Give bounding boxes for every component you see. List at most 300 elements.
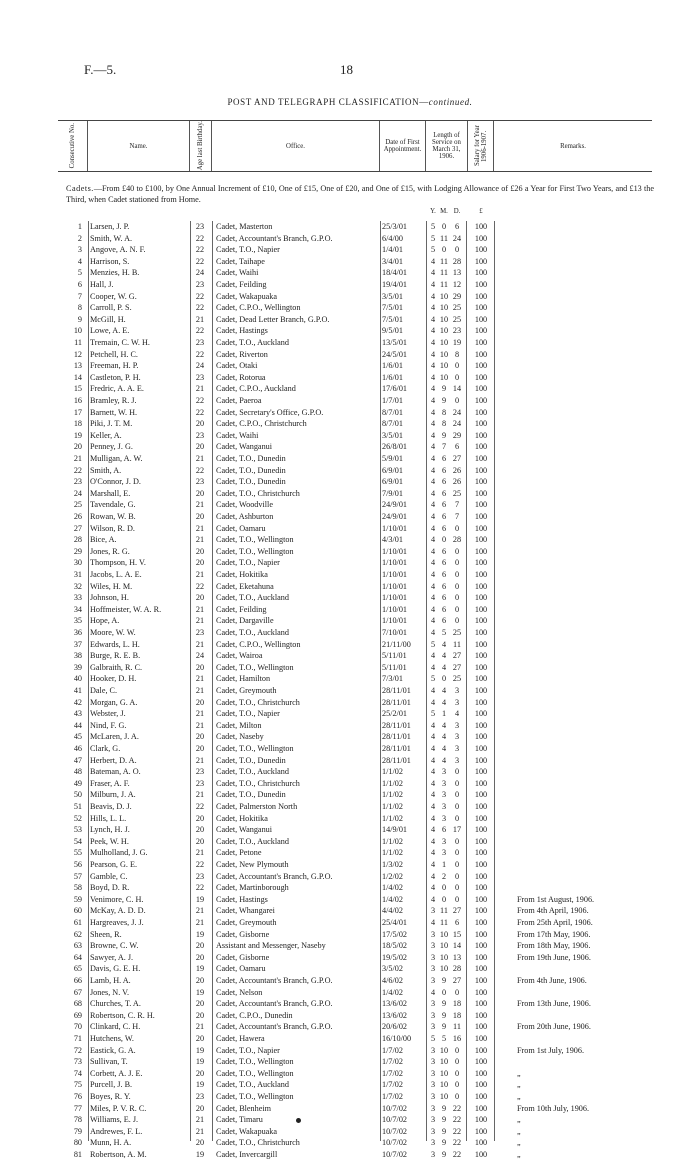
row-office: Cadet, Hamilton — [216, 674, 271, 684]
row-salary: 100 — [474, 419, 488, 429]
row-remarks: „ — [517, 1138, 521, 1148]
row-service-days: 0 — [454, 894, 460, 904]
table-row — [0, 407, 700, 419]
table-row — [0, 975, 700, 987]
unit-pounds: £ — [479, 208, 483, 215]
row-service-days: 3 — [454, 720, 460, 730]
row-salary: 100 — [474, 488, 488, 498]
row-service-years: 4 — [430, 488, 436, 498]
row-age: 22 — [195, 581, 205, 591]
row-service-days: 24 — [452, 233, 462, 243]
row-remarks: From 10th July, 1906. — [517, 1103, 590, 1113]
row-name: Nind, F. G. — [90, 720, 127, 730]
row-service-months: 10 — [439, 1045, 449, 1055]
row-number: 58 — [73, 883, 82, 893]
row-service-years: 3 — [430, 1138, 436, 1148]
col-age: Age last Birthday. — [190, 121, 212, 171]
table-row — [0, 325, 700, 337]
row-service-months: 4 — [441, 686, 447, 695]
row-name: Harrison, S. — [90, 256, 130, 266]
row-first-appointment: 6/9/01 — [382, 477, 403, 487]
row-salary: 100 — [474, 570, 488, 579]
row-salary: 100 — [474, 813, 488, 823]
row-age: 19 — [195, 1150, 205, 1159]
row-first-appointment: 7/5/01 — [382, 314, 403, 324]
table-row — [0, 952, 700, 964]
row-service-days: 0 — [454, 848, 460, 858]
row-service-days: 27 — [452, 651, 462, 661]
row-service-days: 0 — [454, 871, 460, 881]
row-number: 6 — [77, 280, 82, 289]
row-service-months: 0 — [441, 222, 447, 231]
row-number: 51 — [73, 802, 82, 811]
row-age: 20 — [195, 1103, 205, 1113]
row-age: 20 — [195, 836, 205, 846]
row-office: Cadet, Dargaville — [216, 616, 274, 626]
row-number: 42 — [73, 697, 82, 707]
page-title — [0, 97, 700, 107]
row-age: 22 — [195, 303, 205, 313]
unit-years: Y. — [430, 208, 436, 215]
row-service-months: 10 — [439, 1092, 449, 1101]
row-first-appointment: 3/5/01 — [382, 291, 403, 301]
row-service-months: 7 — [441, 442, 447, 452]
row-name: Bice, A. — [90, 535, 117, 545]
row-service-years: 5 — [430, 245, 436, 255]
row-salary: 100 — [474, 744, 488, 753]
row-service-months: 4 — [441, 639, 447, 649]
row-salary: 100 — [474, 1150, 488, 1159]
row-first-appointment: 6/9/01 — [382, 465, 403, 475]
row-service-months: 9 — [441, 1022, 447, 1032]
row-service-months: 10 — [439, 361, 449, 371]
row-first-appointment: 5/9/01 — [382, 454, 403, 463]
row-salary: 100 — [474, 465, 488, 475]
row-salary: 100 — [474, 976, 488, 985]
row-office: Cadet, Hastings — [216, 326, 268, 336]
row-name: Hooker, D. H. — [90, 674, 137, 684]
table-row — [0, 395, 700, 407]
row-age: 20 — [195, 744, 205, 753]
row-number: 14 — [73, 372, 82, 382]
section-intro — [66, 183, 654, 205]
row-salary: 100 — [474, 442, 488, 452]
row-office: Cadet, Eketahuna — [216, 581, 274, 591]
row-salary: 100 — [474, 732, 488, 742]
row-age: 20 — [195, 941, 205, 951]
table-row — [0, 1114, 700, 1126]
row-name: Milburn, J. A. — [90, 790, 136, 800]
row-service-months: 10 — [439, 338, 449, 347]
row-office: Cadet, T.O., Napier — [216, 709, 280, 719]
table-row — [0, 1091, 700, 1103]
row-age: 23 — [195, 1092, 205, 1101]
table-row — [0, 1137, 700, 1149]
row-salary: 100 — [474, 512, 488, 521]
row-number: 10 — [73, 326, 82, 336]
row-salary: 100 — [474, 593, 488, 603]
row-service-months: 0 — [441, 674, 447, 684]
row-service-years: 3 — [430, 1080, 436, 1090]
row-age: 24 — [195, 651, 205, 661]
row-service-days: 22 — [452, 1150, 462, 1159]
row-office: Cadet, T.O., Napier — [216, 245, 280, 255]
row-service-months: 0 — [441, 245, 447, 255]
row-first-appointment: 1/7/02 — [382, 1080, 403, 1090]
table-row — [0, 569, 700, 581]
row-service-days: 28 — [452, 964, 462, 974]
row-service-months: 0 — [441, 987, 447, 997]
row-service-years: 4 — [430, 384, 436, 394]
row-salary: 100 — [474, 523, 488, 533]
table-row — [0, 615, 700, 627]
row-service-days: 6 — [454, 918, 460, 927]
row-age: 23 — [195, 477, 205, 487]
row-office: Cadet, Masterton — [216, 222, 273, 231]
row-service-days: 0 — [454, 836, 460, 846]
row-service-months: 9 — [441, 384, 447, 394]
row-number: 67 — [73, 987, 82, 997]
row-service-months: 0 — [441, 894, 447, 904]
row-service-years: 4 — [430, 558, 436, 568]
section-text: —From £40 to £100, by One Annual Increment of £10, One of £15, One of £20, and One of £15, with Lodging Allowance of £26 a Year for First Two Years, and £13 the Third, when Cadet stationed from Home. — [66, 184, 654, 204]
row-service-days: 0 — [454, 1045, 460, 1055]
row-name: Dale, C. — [90, 686, 118, 695]
row-age: 21 — [195, 616, 205, 626]
row-salary: 100 — [474, 384, 488, 394]
row-service-months: 5 — [441, 628, 447, 637]
row-age: 23 — [195, 871, 205, 881]
row-service-years: 5 — [430, 1034, 436, 1043]
row-service-years: 4 — [430, 361, 436, 371]
row-service-days: 3 — [454, 744, 460, 753]
row-name: Moore, W. W. — [90, 628, 136, 637]
row-name: Johnson, H. — [90, 593, 129, 603]
row-name: Clinkard, C. H. — [90, 1022, 141, 1032]
row-age: 24 — [195, 361, 205, 371]
table-row — [0, 592, 700, 604]
row-number: 36 — [73, 628, 82, 637]
table-row — [0, 859, 700, 871]
row-service-months: 11 — [440, 233, 448, 243]
row-number: 65 — [73, 964, 82, 974]
row-salary: 100 — [474, 1080, 488, 1090]
row-name: Browne, C. W. — [90, 941, 139, 951]
row-name: Webster, J. — [90, 709, 126, 719]
row-first-appointment: 7/10/01 — [382, 628, 408, 637]
row-age: 20 — [195, 825, 205, 835]
table-row — [0, 511, 700, 523]
row-office: Cadet, Naseby — [216, 732, 264, 742]
row-salary: 100 — [474, 407, 488, 417]
row-service-days: 13 — [452, 268, 462, 278]
row-salary: 100 — [474, 639, 488, 649]
row-remarks: From 1st July, 1906. — [517, 1045, 585, 1055]
row-service-months: 9 — [441, 1150, 447, 1159]
row-first-appointment: 1/6/01 — [382, 372, 403, 382]
row-service-years: 4 — [430, 454, 436, 463]
row-service-days: 29 — [452, 291, 462, 301]
row-service-years: 5 — [430, 674, 436, 684]
row-name: Gamble, C. — [90, 871, 128, 881]
row-service-days: 6 — [454, 442, 460, 452]
row-service-months: 10 — [439, 372, 449, 382]
row-first-appointment: 28/11/01 — [382, 686, 411, 695]
row-service-months: 10 — [439, 941, 449, 951]
row-number: 19 — [73, 430, 82, 440]
row-service-days: 0 — [454, 523, 460, 533]
table-row — [0, 743, 700, 755]
row-office: Cadet, T.O., Auckland — [216, 1080, 289, 1090]
row-name: Hall, J. — [90, 280, 114, 289]
row-office: Cadet, Accountant's Branch, G.P.O. — [216, 1022, 333, 1032]
row-salary: 100 — [474, 871, 488, 881]
row-number: 43 — [73, 709, 82, 719]
table-row — [0, 488, 700, 500]
row-number: 49 — [73, 778, 82, 788]
table-row — [0, 929, 700, 941]
row-name: Sawyer, A. J. — [90, 952, 134, 962]
row-name: Bateman, A. O. — [90, 767, 141, 777]
table-row — [0, 383, 700, 395]
row-first-appointment: 1/7/01 — [382, 396, 403, 405]
table-row — [0, 465, 700, 477]
row-service-months: 6 — [441, 616, 447, 626]
row-age: 21 — [195, 1115, 205, 1125]
row-salary: 100 — [474, 535, 488, 545]
row-first-appointment: 24/5/01 — [382, 349, 408, 359]
row-name: Hutchens, W. — [90, 1034, 134, 1043]
row-service-days: 0 — [454, 813, 460, 823]
row-service-days: 3 — [454, 697, 460, 707]
row-age: 20 — [195, 1068, 205, 1078]
row-service-years: 5 — [430, 709, 436, 719]
row-age: 22 — [195, 245, 205, 255]
row-name: Petchell, H. C. — [90, 349, 138, 359]
row-age: 22 — [195, 802, 205, 811]
row-first-appointment: 1/2/02 — [382, 871, 403, 881]
row-age: 20 — [195, 558, 205, 568]
row-number: 32 — [73, 581, 82, 591]
row-first-appointment: 8/7/01 — [382, 419, 403, 429]
row-salary: 100 — [474, 825, 488, 835]
row-office: Cadet, Milton — [216, 720, 262, 730]
row-service-years: 4 — [430, 465, 436, 475]
row-service-months: 9 — [441, 1126, 447, 1136]
row-first-appointment: 1/4/02 — [382, 987, 403, 997]
row-name: Robertson, A. M. — [90, 1150, 147, 1159]
row-first-appointment: 1/1/02 — [382, 848, 403, 858]
table-row — [0, 279, 700, 291]
row-office: Assistant and Messenger, Naseby — [216, 941, 326, 951]
row-service-days: 0 — [454, 604, 460, 614]
row-service-months: 1 — [441, 709, 447, 719]
row-service-months: 6 — [441, 558, 447, 568]
row-age: 20 — [195, 999, 205, 1009]
col-office: Office. — [212, 121, 380, 171]
row-service-months: 4 — [441, 720, 447, 730]
row-salary: 100 — [474, 314, 488, 324]
row-name: Carroll, P. S. — [90, 303, 132, 313]
row-service-years: 4 — [430, 720, 436, 730]
unit-months: M. — [440, 208, 448, 215]
table-row — [0, 557, 700, 569]
row-service-days: 27 — [452, 906, 462, 916]
row-service-years: 5 — [430, 233, 436, 243]
row-office: Cadet, Palmerston North — [216, 802, 298, 811]
row-number: 38 — [73, 651, 82, 661]
row-name: Venimore, C. H. — [90, 894, 144, 904]
row-salary: 100 — [474, 999, 488, 1009]
row-first-appointment: 13/6/02 — [382, 999, 408, 1009]
row-salary: 100 — [474, 558, 488, 568]
row-service-months: 11 — [440, 918, 448, 927]
row-age: 21 — [195, 790, 205, 800]
row-office: Cadet, Woodville — [216, 500, 273, 510]
row-number: 81 — [73, 1150, 82, 1159]
row-salary: 100 — [474, 303, 488, 313]
table-row — [0, 755, 700, 767]
row-service-months: 11 — [440, 906, 448, 916]
row-service-months: 11 — [440, 256, 448, 266]
row-remarks: From 25th April, 1906. — [517, 918, 593, 927]
row-service-days: 0 — [454, 558, 460, 568]
row-service-months: 9 — [441, 1138, 447, 1148]
row-number: 29 — [73, 546, 82, 556]
row-service-days: 17 — [452, 825, 462, 835]
row-number: 53 — [73, 825, 82, 835]
row-office: Cadet, Dead Letter Branch, G.P.O. — [216, 314, 330, 324]
row-service-days: 28 — [452, 256, 462, 266]
row-office: Cadet, Gisborne — [216, 952, 270, 962]
row-number: 23 — [73, 477, 82, 487]
row-age: 22 — [195, 326, 205, 336]
row-salary: 100 — [474, 268, 488, 278]
row-name: Wiles, H. M. — [90, 581, 133, 591]
row-service-days: 0 — [454, 767, 460, 777]
row-age: 23 — [195, 372, 205, 382]
row-first-appointment: 25/2/01 — [382, 709, 408, 719]
row-number: 61 — [73, 918, 82, 927]
row-remarks: „ — [517, 1092, 521, 1101]
row-salary: 100 — [474, 628, 488, 637]
row-name: Piki, J. T. M. — [90, 419, 133, 429]
row-number: 41 — [73, 686, 82, 695]
row-remarks: „ — [517, 1126, 521, 1136]
row-number: 63 — [73, 941, 82, 951]
row-service-days: 12 — [452, 280, 462, 289]
table-row — [0, 697, 700, 709]
row-age: 20 — [195, 697, 205, 707]
row-service-months: 10 — [439, 952, 449, 962]
row-service-years: 4 — [430, 546, 436, 556]
row-first-appointment: 1/7/02 — [382, 1068, 403, 1078]
row-service-days: 26 — [452, 477, 462, 487]
row-name: Beavis, D. J. — [90, 802, 132, 811]
row-number: 4 — [77, 256, 82, 266]
row-office: Cadet, Waihi — [216, 430, 259, 440]
row-service-years: 5 — [430, 222, 436, 231]
row-service-days: 25 — [452, 314, 462, 324]
row-name: Robertson, C. R. H. — [90, 1010, 155, 1020]
row-salary: 100 — [474, 222, 488, 231]
row-first-appointment: 1/7/02 — [382, 1092, 403, 1101]
row-service-months: 6 — [441, 825, 447, 835]
row-service-years: 4 — [430, 686, 436, 695]
row-service-years: 3 — [430, 1010, 436, 1020]
row-age: 21 — [195, 918, 205, 927]
row-first-appointment: 17/6/01 — [382, 384, 408, 394]
row-salary: 100 — [474, 662, 488, 672]
row-number: 16 — [73, 396, 82, 405]
row-service-months: 10 — [439, 929, 449, 939]
row-age: 21 — [195, 454, 205, 463]
row-service-days: 0 — [454, 396, 460, 405]
row-office: Cadet, Feilding — [216, 604, 267, 614]
row-service-years: 3 — [430, 1092, 436, 1101]
row-office: Cadet, C.P.O., Wellington — [216, 639, 301, 649]
row-service-days: 0 — [454, 790, 460, 800]
row-service-months: 10 — [439, 326, 449, 336]
row-age: 19 — [195, 1045, 205, 1055]
row-name: Angove, A. N. F. — [90, 245, 146, 255]
row-age: 20 — [195, 1010, 205, 1020]
row-age: 20 — [195, 952, 205, 962]
row-age: 20 — [195, 662, 205, 672]
table-row — [0, 1045, 700, 1057]
row-office: Cadet, Paeroa — [216, 396, 262, 405]
row-name: McLaren, J. A. — [90, 732, 139, 742]
row-service-years: 3 — [430, 1103, 436, 1113]
row-office: Cadet, T.O., Wellington — [216, 662, 294, 672]
row-office: Cadet, Gisborne — [216, 929, 270, 939]
row-first-appointment: 19/4/01 — [382, 280, 408, 289]
row-service-days: 0 — [454, 1068, 460, 1078]
row-age: 19 — [195, 964, 205, 974]
section-lead: Cadets. — [66, 184, 94, 193]
row-service-months: 10 — [439, 1057, 449, 1067]
row-service-days: 0 — [454, 778, 460, 788]
row-service-months: 10 — [439, 314, 449, 324]
row-salary: 100 — [474, 1022, 488, 1032]
row-first-appointment: 3/5/02 — [382, 964, 403, 974]
row-service-days: 0 — [454, 570, 460, 579]
row-number: 59 — [73, 894, 82, 904]
table-row — [0, 581, 700, 593]
row-number: 17 — [73, 407, 82, 417]
row-service-months: 8 — [441, 407, 447, 417]
row-number: 78 — [73, 1115, 82, 1125]
row-service-days: 0 — [454, 245, 460, 255]
table-header — [58, 120, 652, 172]
row-first-appointment: 4/4/02 — [382, 906, 403, 916]
row-service-days: 13 — [452, 952, 462, 962]
row-office: Cadet, Greymouth — [216, 686, 277, 695]
row-age: 22 — [195, 256, 205, 266]
row-salary: 100 — [474, 1045, 488, 1055]
row-name: McKay, A. D. D. — [90, 906, 146, 916]
row-salary: 100 — [474, 1092, 488, 1101]
row-office: Cadet, Hokitika — [216, 813, 268, 823]
row-service-months: 11 — [440, 268, 448, 278]
row-number: 11 — [74, 338, 82, 347]
row-number: 18 — [73, 419, 82, 429]
row-salary: 100 — [474, 929, 488, 939]
row-first-appointment: 10/7/02 — [382, 1138, 408, 1148]
row-first-appointment: 1/4/02 — [382, 883, 403, 893]
row-name: Cooper, W. G. — [90, 291, 137, 301]
row-age: 20 — [195, 1034, 205, 1043]
